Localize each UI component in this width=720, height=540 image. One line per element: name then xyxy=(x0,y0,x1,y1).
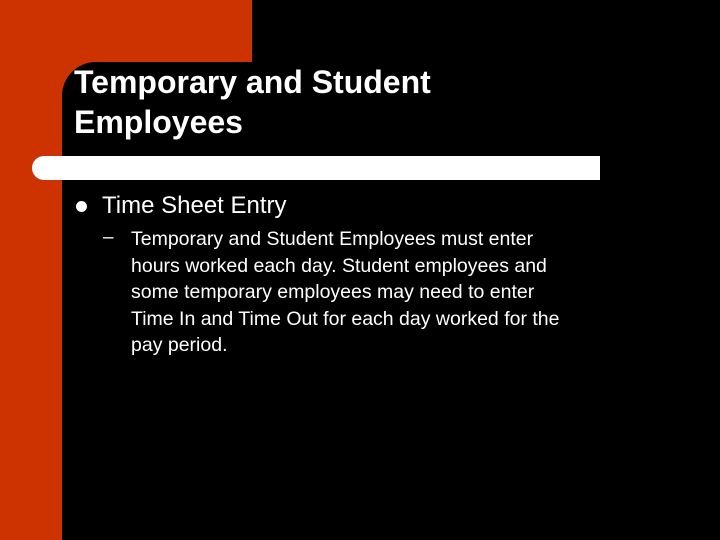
slide-title-line-1: Temporary and Student xyxy=(74,64,431,100)
bullet-text: Time Sheet Entry xyxy=(102,192,287,219)
sub-bullet-text xyxy=(131,226,676,359)
bullet-item xyxy=(76,190,676,222)
sub-bullet-line-2: hours worked each day. Student employees and xyxy=(131,254,547,277)
bullet-dot-icon xyxy=(76,201,87,212)
sub-bullet-line-1: Temporary and Student Employees must enter xyxy=(131,228,534,250)
sub-bullet-line-4: Time In and Time Out for each day worked for the xyxy=(131,307,560,330)
sub-bullet-dash-icon: – xyxy=(103,227,114,248)
slide-title xyxy=(74,62,674,142)
title-divider xyxy=(32,156,600,180)
slide-title-line-2: Employees xyxy=(74,104,243,140)
sub-bullet-line-3: some temporary employees may need to enter xyxy=(131,281,535,303)
sub-bullet-line-5: pay period. xyxy=(131,334,228,356)
